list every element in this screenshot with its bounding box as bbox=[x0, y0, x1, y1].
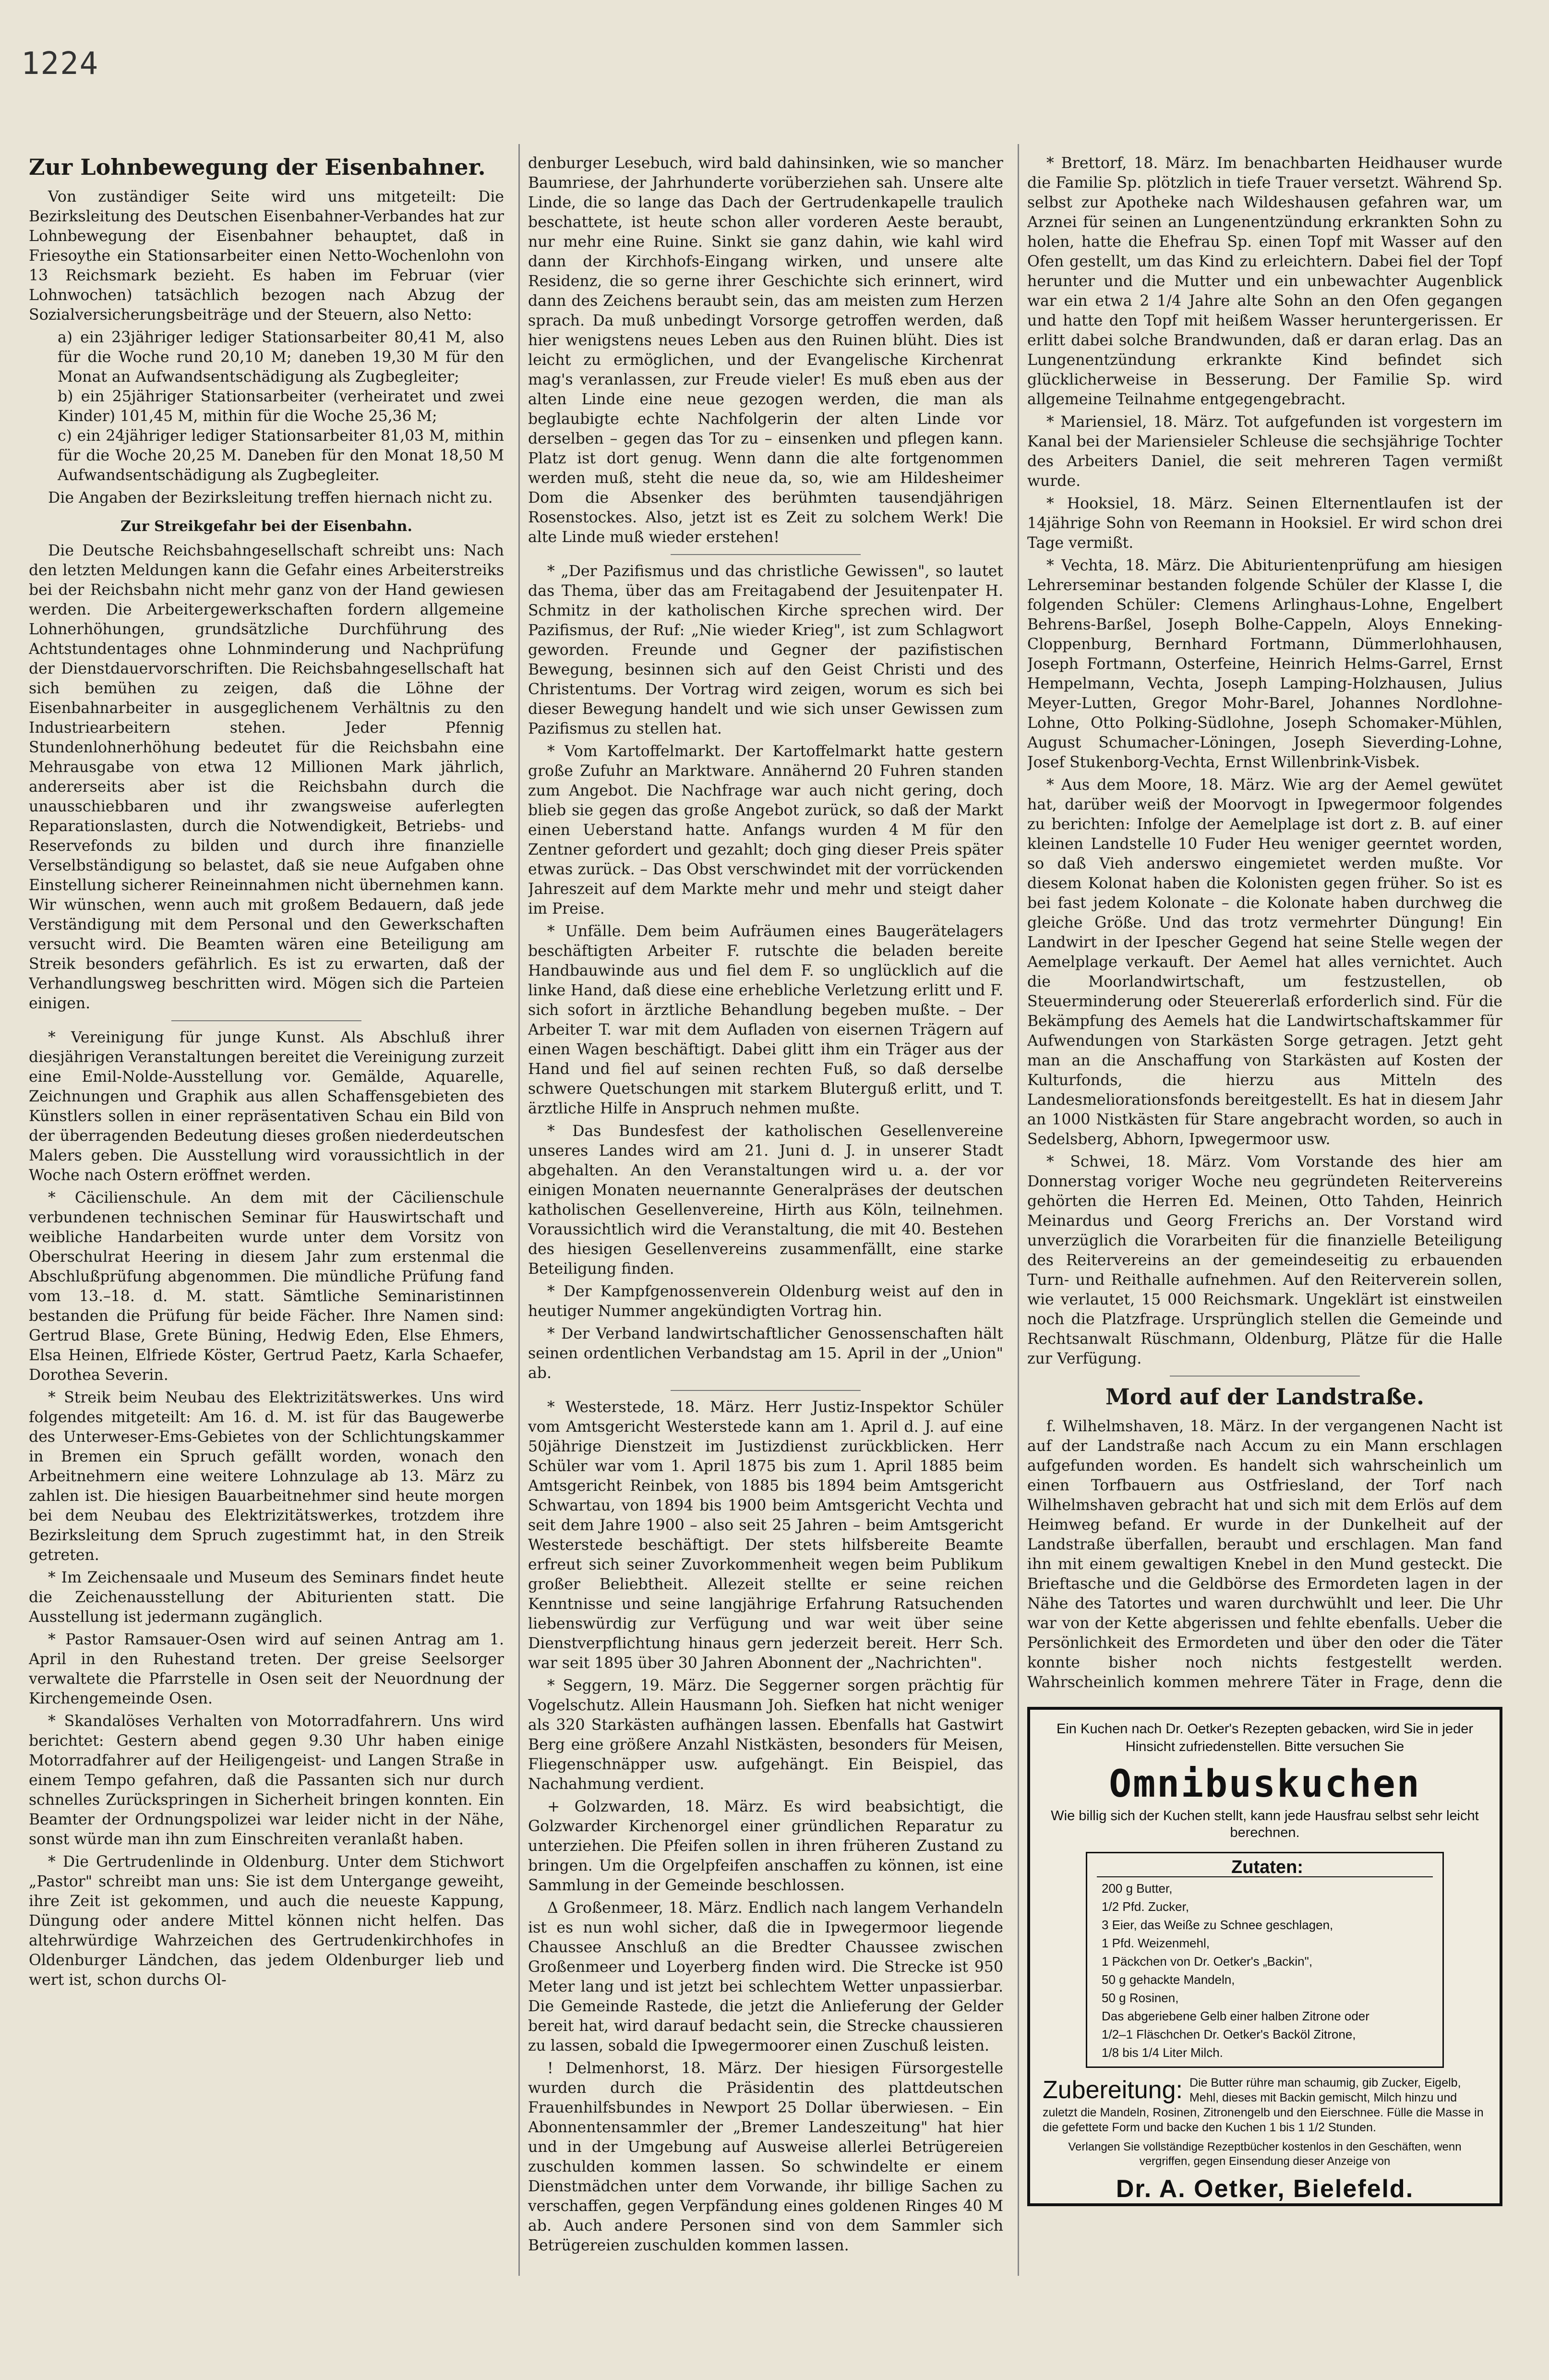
news-item: * Seggern, 19. März. Die Seggerner sorgen prächtig für Vogelschutz. Allein Hausmann Joh. Siefken hat nicht weniger als 320 Starkästen aufhängen lassen. Ebenfalls hat Gastwirt Berg eine größere Anzahl Nistkästen, besonders für Meisen, Fliegenschnäpper usw. aufgehängt. Ein Beispiel, das Nachahmung verdient. bbox=[528, 1677, 1003, 1793]
wage-list bbox=[29, 328, 504, 485]
ingredient: 1/8 bis 1/4 Liter Milch. bbox=[1102, 2045, 1223, 2060]
news-item: ! Delmenhorst, 18. März. Der hiesigen Fürsorgestelle wurden durch die Präsidentin des plattdeutschen Frauenhilfsbundes in Newport 25 Dollar überwiesen. – Ein Abonnentensammler der „Bremer Landeszeitung" hat hier und in der Umgebung auf Ausweise allerlei Betrügereien zuschulden kommen lassen. So schwindelte er einem Dienstmädchen unter dem Vorwande, ihr billige Sachen zu verschaffen, gegen Verpfändung eines goldenen Ringes 40 M ab. Auch andere Personen sind von dem Sammler sich Betrügereien zuschulden kommen lassen. bbox=[528, 2060, 1003, 2254]
ingredient: 3 Eier, das Weiße zu Schnee geschlagen, bbox=[1102, 1918, 1333, 1932]
news-item: * „Der Pazifismus und das christliche Gewissen", so lautet das Thema, über das am Freitagabend der Jesuitenpater H. Schmitz in der katholischen Kirche sprechen wird. Der Pazifismus, der Ruf: „Nie wieder Krieg", ist zum Schlagwort geworden. Freunde und Gegner der pazifistischen Bewegung, besinnen sich auf den Geist Christi und des Christentums. Der Vortrag wird zeigen, worum es sich bei dieser Bewegung handelt und wie sich unser Gewissen zum Pazifismus zu stellen hat. bbox=[528, 563, 1003, 737]
article-paragraph: f. Wilhelmshaven, 18. März. In der vergangenen Nacht ist auf der Landstraße nach Accum zu ein Mann erschlagen aufgefunden worden. Es handelt sich wahrscheinlich um einen Torfbauern aus Ostfriesland, der Torf nach Wilhelmshaven gebracht hat und sich mit dem Erlös auf dem Heimweg befand. Er wurde in der Dunkelheit auf der Landstraße überfallen, beraubt und erschlagen. Man fand ihn mit einem gewaltigen Knebel in den Mund gesteckt. Die Brieftasche und die Geldbörse des Ermordeten lagen in der Nähe des Tatortes und waren durchwühlt und leer. Die Uhr war von der Kette abgerissen und fehlte ebenfalls. Ueber die Persönlichkeit des Ermordeten und über den oder die Täter konnte bisher noch nichts festgestellt werden. Wahrscheinlich kommen mehrere Täter in Frage, denn die bbox=[1027, 1418, 1502, 1690]
oetker-advertisement bbox=[1027, 1707, 1502, 2206]
ad-brand: Dr. A. Oetker, Bielefeld. bbox=[1116, 2175, 1414, 2203]
divider bbox=[671, 554, 861, 555]
article-headline: Mord auf der Landstraße. bbox=[1105, 1384, 1424, 1410]
news-item: * Der Kampfgenossenverein Oldenburg weist auf den in heutiger Nummer angekündigten Vortrag hin. bbox=[528, 1283, 1003, 1320]
preparation-label: Zubereitung: bbox=[1043, 2076, 1183, 2104]
ad-title: Omnibuskuchen bbox=[1109, 1763, 1421, 1806]
news-item: * Der Verband landwirtschaftlicher Genossenschaften hält seinen ordentlichen Verbandstag am 15. April in der „Union" ab. bbox=[528, 1325, 1003, 1382]
ingredients-heading: Zutaten: bbox=[1097, 1858, 1433, 1877]
news-item: * Streik beim Neubau des Elektrizitätswerkes. Uns wird folgendes mitgeteilt: Am 16. d. M. ist für das Baugewerbe des Unterweser-Ems-Gebietes von der Schlichtungskammer in Bremen ein Spruch gefällt worden, wonach den Arbeitnehmern eine weitere Lohnzulage ab 13. März zu zahlen ist. Die hiesigen Bauarbeitnehmer sind heute morgen bei dem Neubau des Elektrizitätswerkes, trotzdem ihre Bezirksleitung dem Spruch zugestimmt hat, in den Streik getreten. bbox=[29, 1389, 504, 1564]
news-item: * Vechta, 18. März. Die Abiturientenprüfung am hiesigen Lehrerseminar bestanden folgende Schüler der Klasse I, die folgenden Schüler: Clemens Arlinghaus-Lohne, Engelbert Behrens-Barßel, Joseph Bolhe-Cappeln, Aloys Enneking-Cloppenburg, Bernhard Fortmann, Dümmerlohhausen, Joseph Fortmann, Osterfeine, Heinrich Helms-Garrel, Ernst Hempelmann, Vechta, Joseph Lamping-Holzhausen, Julius Meyer-Lutten, Gregor Mohr-Barel, Johannes Nordlohne-Lohne, Otto Polking-Südlohne, Joseph Schomaker-Mühlen, August Schumacher-Löningen, Joseph Sieverding-Lohne, Josef Stukenborg-Vechta, Ernst Willenbrink-Visbek. bbox=[1027, 557, 1502, 771]
column-divider bbox=[1018, 144, 1019, 2276]
divider bbox=[1170, 1376, 1360, 1377]
section-heading: Zur Streikgefahr bei der Eisenbahn. bbox=[120, 518, 412, 535]
column-left bbox=[29, 154, 504, 2285]
news-item: * Schwei, 18. März. Vom Vorstande des hier am Donnerstag voriger Woche neu gegründeten Reitervereins gehörten die Herren Ed. Meinen, Otto Tahden, Heinrich Meinardus und Georg Frerichs an. Der Vorstand wird unverzüglich die Vorarbeiten für die finanzielle Beteiligung des Reitervereins an der gemeindeseitig zu erbauenden Turn- und Reithalle aufnehmen. Auf den Reiterverein sollen, wie verlautet, 15 000 Reichsmark. Ungeklärt ist einstweilen noch die Platzfrage. Ursprünglich stellen die Gemeinde und Rechtsanwalt Rüschmann, Oldenburg, Plätze für die Halle zur Verfügung. bbox=[1027, 1153, 1502, 1367]
news-item: * Mariensiel, 18. März. Tot aufgefunden ist vorgestern im Kanal bei der Mariensieler Schleuse die sechsjährige Tochter des Arbeiters Daniel, die seit mehreren Tagen vermißt wurde. bbox=[1027, 413, 1502, 490]
ingredient: 1 Pfd. Weizenmehl, bbox=[1102, 1936, 1210, 1950]
article-headline: Zur Lohnbewegung der Eisenbahner. bbox=[29, 154, 486, 180]
news-item: * Brettorf, 18. März. Im benachbarten Heidhauser wurde die Familie Sp. plötzlich in tiefe Trauer versetzt. Während Sp. selbst zur Apotheke nach Wildeshausen gefahren war, um Arznei für seinen an Lungenentzündung erkrankten Sohn zu holen, hatte die Ehefrau Sp. einen Topf mit Wasser auf den Ofen gestellt, um das Kind zu erleichtern. Dabei fiel der Topf herunter und die Mutter und ein unbewachter Augenblick war ein etwa 2 1/4 Jahre alte Sohn an den Ofen gegangen und hatte den Topf mit heißem Wasser heruntergerissen. Er erlitt dabei solche Brandwunden, daß er daran erlag. Das an Lungenentzündung erkrankte Kind befindet sich glücklicherweise in Besserung. Der Familie Sp. wird allgemeine Teilnahme entgegengebracht. bbox=[1027, 155, 1502, 408]
ingredient: 50 g gehackte Mandeln, bbox=[1102, 1972, 1235, 1987]
news-item: * Aus dem Moore, 18. März. Wie arg der Aemel gewütet hat, darüber weiß der Moorvogt in Ipwegermoor folgendes zu berichten: Infolge der Aemelplage ist dort z. B. auf einer kleinen Landstelle 10 Fuder Heu weniger geerntet worden, so daß Vieh anderswo eingemietet werden mußte. Vor diesem Kolonat haben die Kolonisten gegen früher. So ist es bei fast jedem Kolonate – die Kolonate haben durchweg die gleiche Größe. Und das trotz vermehrter Düngung! Ein Landwirt in der Ipescher Gegend hat seine Stelle wegen der Aemelplage verkauft. Der Aemel hat alles vernichtet. Auch die Moorlandwirtschaft, um festzustellen, ob Steuerminderung oder Steuererlaß erforderlich sind. Für die Bekämpfung des Aemels hat die Landwirtschaftskammer für Aufwendungen von Starkästen Sorge getragen. Jetzt geht man an die Anschaffung von Starkästen auf Kosten der Kulturfonds, die hierzu aus Mitteln des Landesmeliorationsfonds bereitgestellt. Es hat in diesem Jahr an 1000 Nistkästen für Stare angebracht worden, so auch in Sedelsberg, Abhorn, Ipwegermoor usw. bbox=[1027, 776, 1502, 1148]
article-paragraph: denburger Lesebuch, wird bald dahinsinken, wie so mancher Baumriese, der Jahrhunderte vorüberziehen sah. Unsere alte Linde, die so lange das Dach der Gertrudenkapelle traulich beschattete, ist heute schon aller vorderen Aeste beraubt, nur mehr eine Ruine. Sinkt sie ganz dahin, wie kahl wird dann der Kirchhofs-Eingang wirken, und unsere alte Residenz, die so gerne ihrer Geschichte sich erinnert, wird dann des Zeichens beraubt sein, das am meisten zum Herzen sprach. Da muß unbedingt Vorsorge getroffen werden, daß hier wenigstens neues Leben aus den Ruinen blüht. Dies ist leicht zu ermöglichen, und der Evangelische Kirchenrat mag's veranlassen, zur Freude vieler! Es muß eben aus der alten Linde eine neue gezogen werden, die man als beglaubigte echte Nachfolgerin der alten Linde vor derselben – gegen das Tor zu – einsenken und pflegen kann. Platz ist dort genug. Wenn dann die alte fortgenommen werden muß, steht die neue da, so, wie am Hildesheimer Dom die Absenker des berühmten tausendjährigen Rosenstockes. Also, jetzt ist es Zeit zu solchem Werk! Die alte Linde muß wieder erstehen! bbox=[528, 155, 1003, 546]
news-item: * Vom Kartoffelmarkt. Der Kartoffelmarkt hatte gestern große Zufuhr an Marktware. Annähernd 20 Fuhren standen zum Angebot. Die Nachfrage war auch nicht gering, doch blieb sie gegen das große Angebot zurück, so daß der Markt einen Ueberstand hatte. Anfangs wurden 4 M für den Zentner gefordert und gezahlt; doch ging dieser Preis später etwas zurück. – Das Obst verschwindet mit der vorrückenden Jahreszeit auf dem Markte mehr und mehr und steigt daher im Preise. bbox=[528, 743, 1003, 918]
news-item: * Vereinigung für junge Kunst. Als Abschluß ihrer diesjährigen Veranstaltungen bereitet die Vereinigung zurzeit eine Emil-Nolde-Ausstellung vor. Gemälde, Aquarelle, Zeichnungen und Graphik aus allen Schaffensgebieten des Künstlers sollen in einer repräsentativen Schau ein Bild von der überragenden Bedeutung dieses großen niederdeutschen Malers geben. Die Ausstellung wird voraussichtlich in der Woche nach Ostern eröffnet werden. bbox=[29, 1029, 504, 1184]
divider bbox=[671, 1390, 861, 1391]
divider bbox=[171, 1020, 361, 1021]
page-number: 1224 bbox=[21, 46, 99, 82]
ingredient: Das abgeriebene Gelb einer halben Zitrone oder bbox=[1102, 2009, 1369, 2023]
article-paragraph: Die Deutsche Reichsbahngesellschaft schreibt uns: Nach den letzten Meldungen kann die Gefahr eines Arbeiterstreiks bei der Reichsbahn nicht mehr ganz von der Hand gewiesen werden. Die Arbeitergewerkschaften fordern allgemeine Lohnerhöhungen, grundsätzliche Durchführung des Achtstundentages ohne Lohnminderung und Nachprüfung der Dienstdauervorschriften. Die Reichsbahngesellschaft hat sich bemühen zu zeigen, daß die Löhne der Eisenbahnarbeiter in ausgeglichenem Verhältnis zu den Industriearbeitern stehen. Jeder Pfennig Stundenlohnerhöhung bedeutet für die Reichsbahn eine Mehrausgabe von etwa 12 Millionen Mark jährlich, andererseits aber ist die Reichsbahn durch die unausschiebbaren und ihr zwangsweise auferlegten Reparationslasten, durch die Notwendigkeit, Betriebs- und Reservefonds zu bilden und durch ihre finanzielle Verselbständigung so belastet, daß sie neue Aufgaben ohne Einstellung sicherer Reineinnahmen nicht übernehmen kann. Wir wünschen, wenn auch mit großem Bedauern, daß jede Verständigung mit dem Personal und den Gewerkschaften versucht wird. Die Beamten wären eine Beteiligung am Streik besonders gefährlich. Es ist zu erwarten, daß der Verhandlungsweg beschritten wird. Mögen sich die Parteien einigen. bbox=[29, 542, 504, 1012]
news-item: + Golzwarden, 18. März. Es wird beabsichtigt, die Golzwarder Kirchenorgel einer gründlichen Reparatur zu unterziehen. Die Pfeifen sollen in ihren früheren Zustand zu bringen. Um die Orgelpfeifen anschaffen zu können, ist eine Sammlung in der Gemeinde beschlossen. bbox=[528, 1798, 1003, 1894]
list-item: a) ein 23jähriger lediger Stationsarbeiter 80,41 M, also für die Woche rund 20,10 M; daneben 19,30 M für den Monat an Aufwandsentschädigung als Zugbegleiter; bbox=[58, 329, 504, 386]
column-right bbox=[1027, 154, 1502, 1690]
news-item: * Das Bundesfest der katholischen Gesellenvereine unseres Landes wird am 21. Juni d. J. in unserer Stadt abgehalten. An den Veranstaltungen wird u. a. der vor einigen Monaten neuernannte Generalpräses der deutschen katholischen Gesellenvereine, Hirth aus Köln, teilnehmen. Voraussichtlich wird die Veranstaltung, die mit 40. Bestehen des hiesigen Gesellenvereins zusammenfällt, eine starke Beteiligung finden. bbox=[528, 1123, 1003, 1278]
ingredient: 1 Päckchen von Dr. Oetker's „Backin", bbox=[1102, 1954, 1313, 1969]
column-divider bbox=[518, 144, 520, 2276]
news-item: * Westerstede, 18. März. Herr Justiz-Inspektor Schüler vom Amtsgericht Westerstede kann am 1. April d. J. auf eine 50jährige Dienstzeit im Justizdienst zurückblicken. Herr Schüler war vom 1. April 1875 bis zum 1. April 1885 beim Amtsgericht Reinbek, von 1885 bis 1894 beim Amtsgericht Schwartau, von 1894 bis 1900 beim Amtsgericht Vechta und seit dem Jahre 1900 – also seit 25 Jahren – beim Amtsgericht Westerstede beschäftigt. Der stets hilfsbereite Beamte erfreut sich seiner Zuvorkommenheit wegen beim Publikum großer Beliebtheit. Allezeit stellte er seine reichen Kenntnisse und seine langjährige Erfahrung Ratsuchenden liebenswürdig zur Verfügung und war weit über seine Dienstverpflichtung hinaus gern jederzeit bereit. Herr Sch. war seit 1895 über 30 Jahren Abonnent der „Nachrichten". bbox=[528, 1399, 1003, 1672]
news-item: * Cäcilienschule. An dem mit der Cäcilienschule verbundenen technischen Seminar für Hauswirtschaft und weibliche Handarbeiten wurde unter dem Vorsitz von Oberschulrat Heering in diesem Jahr zum erstenmal die Abschlußprüfung abgenommen. Die mündliche Prüfung fand vom 13.–18. d. M. statt. Sämtliche Seminaristinnen bestanden die Prüfung für beide Fächer. Ihre Namen sind: Gertrud Blase, Grete Büning, Hedwig Eden, Else Ehmers, Elsa Heinen, Elfriede Köster, Gertrud Paetz, Karla Schaefer, Dorothea Severin. bbox=[29, 1189, 504, 1384]
ingredient: 1/2–1 Fläschchen Dr. Oetker's Backöl Zitrone, bbox=[1102, 2027, 1356, 2042]
news-item: * Unfälle. Dem beim Aufräumen eines Baugerätelagers beschäftigten Arbeiter F. rutschte die beladen bereite Handbauwinde aus und fiel dem F. so unglücklich auf die linke Hand, daß diese eine erhebliche Verletzung erlitt und F. sich sofort in ärztliche Behandlung begeben mußte. – Der Arbeiter T. war mit dem Aufladen von eisernen Trägern auf einen Wagen beschäftigt. Dabei glitt ihm ein Träger aus der Hand und fiel auf seinen rechten Fuß, so daß derselbe schwere Quetschungen mit starkem Bluterguß erlitt, und T. ärztliche Hilfe in Anspruch nehmen mußte. bbox=[528, 923, 1003, 1117]
ad-footer: Verlangen Sie vollständige Rezeptbücher kostenlos in den Geschäften, wenn vergriffen, gegen Einsendung dieser Anzeige von bbox=[1068, 2140, 1462, 2168]
ingredient: 50 g Rosinen, bbox=[1102, 1991, 1179, 2005]
article-paragraph: Die Angaben der Bezirksleitung treffen hiernach nicht zu. bbox=[48, 489, 493, 507]
news-item: Δ Großenmeer, 18. März. Endlich nach langem Verhandeln ist es nun wohl sicher, daß die in Ipwegermoor liegende Chaussee Anschluß an die Bredter Chaussee zwischen Großenmeer und Loyerberg finden wird. Die Strecke ist 950 Meter lang und ist jetzt bei schlechtem Wetter unpassierbar. Die Gemeinde Rastede, die jetzt die Anlieferung der Gelder bereit hat, wird darauf bedacht sein, die Strecke chaussieren zu lassen, sobald die Ipwegermoorer einen Zuschuß leisten. bbox=[528, 1899, 1003, 2054]
ingredients-box bbox=[1086, 1852, 1444, 2068]
list-item: c) ein 24jähriger lediger Stationsarbeiter 81,03 M, mithin für die Woche 20,25 M. Daneben für den Monat 18,50 M Aufwandsentschädigung als Zugbegleiter. bbox=[58, 427, 504, 484]
preparation-text: Die Butter rühre man schaumig, gib Zucker, Eigelb, Mehl, dieses mit Backin gemischt, Milch hinzu und zuletzt die Mandeln, Rosinen, Zitronengelb und den Eierschnee. Fülle die Masse in die gefettete Form und backe den Kuchen 1 bis 1 1/2 Stunden. bbox=[1043, 2076, 1484, 2134]
ad-intro: Ein Kuchen nach Dr. Oetker's Rezepten gebacken, wird Sie in jeder Hinsicht zufriedenstellen. Bitte versuchen Sie bbox=[1057, 1721, 1473, 1754]
list-item: b) ein 25jähriger Stationsarbeiter (verheiratet und zwei Kinder) 101,45 M, mithin für die Woche 25,36 M; bbox=[58, 388, 504, 425]
preparation bbox=[1043, 2076, 1487, 2135]
ingredient: 1/2 Pfd. Zucker, bbox=[1102, 1899, 1189, 1914]
news-item: * Hooksiel, 18. März. Seinen Elternentlaufen ist der 14jährige Sohn von Reemann in Hooksiel. Er wird schon drei Tage vermißt. bbox=[1027, 495, 1502, 552]
ingredient: 200 g Butter, bbox=[1102, 1881, 1173, 1896]
ad-subtitle: Wie billig sich der Kuchen stellt, kann jede Hausfrau selbst sehr leicht berechnen. bbox=[1051, 1808, 1479, 1840]
news-item: * Pastor Ramsauer-Osen wird auf seinen Antrag am 1. April in den Ruhestand treten. Der greise Seelsorger verwaltete die Pfarrstelle in Osen seit der Neuordnung der Kirchengemeinde Osen. bbox=[29, 1631, 504, 1707]
column-middle bbox=[528, 154, 1003, 2285]
article-paragraph: Von zuständiger Seite wird uns mitgeteilt: Die Bezirksleitung des Deutschen Eisenbahner-Verbandes hat zur Lohnbewegung der Eisenbahner behauptet, daß in Friesoythe ein Stationsarbeiter einen Netto-Wochenlohn von 13 Reichsmark bezieht. Es haben im Februar (vier Lohnwochen) tatsächlich bezogen nach Abzug der Sozialversicherungsbeiträge und der Steuern, also Netto: bbox=[29, 188, 504, 324]
news-item: * Die Gertrudenlinde in Oldenburg. Unter dem Stichwort „Pastor" schreibt man uns: Sie ist dem Untergange geweiht, ihre Zeit ist gekommen, und auch die neueste Kappung, Düngung oder andere Mittel können nicht helfen. Das altehrwürdige Wahrzeichen des Gertrudenkirchhofes in Oldenburger Ländchen, das jedem Oldenburger lieb und wert ist, schon durchs Ol- bbox=[29, 1853, 504, 1989]
news-item: * Im Zeichensaale und Museum des Seminars findet heute die Zeichenausstellung der Abiturienten statt. Die Ausstellung ist jedermann zugänglich. bbox=[29, 1569, 504, 1626]
news-item: * Skandalöses Verhalten von Motorradfahrern. Uns wird berichtet: Gestern abend gegen 9.30 Uhr haben einige Motorradfahrer auf der Heiligengeist- und Langen Straße in einem Tempo gefahren, daß die Passanten sich nur durch schnelles Zurückspringen in Sicherheit bringen konnten. Ein Beamter der Ordnungspolizei war leider nicht in der Nähe, sonst würde man ihn zum Einschreiten veranlaßt haben. bbox=[29, 1713, 504, 1848]
